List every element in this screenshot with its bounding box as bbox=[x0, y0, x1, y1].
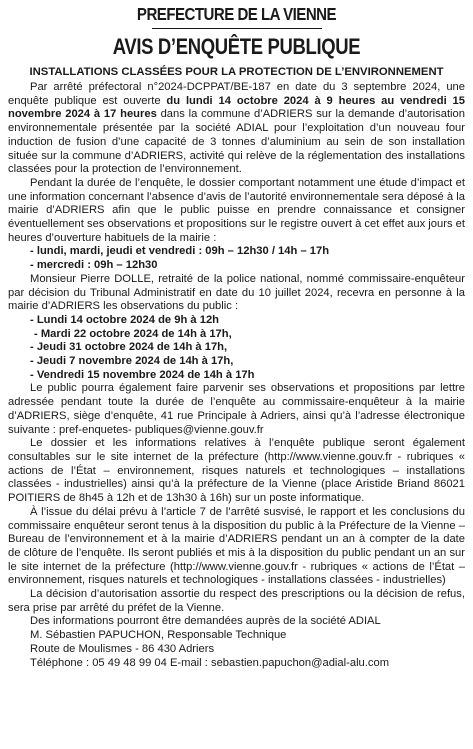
paragraph-decision: La décision d’autorisation assortie du respect des prescriptions ou la décision de refus, sera prise par arrêté du préfet de la Vienne. bbox=[8, 588, 465, 614]
prefecture-heading: PREFECTURE DE LA VIENNE bbox=[136, 4, 337, 24]
contact-line: M. Sébastien PAPUCHON, Responsable Technique bbox=[30, 629, 287, 642]
paragraph-letters: Le public pourra également faire parvenir ses observations et propositions par lettre adressée pendant toute la durée de l’enquête au commissaire-enquêteur à la mairie d’ADRIERS, siège d’enquête, 41 rue Principale à Adriers, ainsi qu’à l’adresse électronique suivante : pref-enquetes- publiques@vienne.gouv.fr bbox=[8, 382, 465, 436]
session-item: - Lundi 14 octobre 2024 de 9h à 12h bbox=[30, 313, 220, 326]
inquiry-dates: du lundi 14 octobre 2024 à 9 heures au vendredi 15 novembre 2024 à 17 heures bbox=[8, 94, 465, 121]
paragraph-report: À l’issue du délai prévu à l’article 7 de l’arrêté susvisé, le rapport et les conclusions du commissaire enquêteur seront tenus à la disposition du public à la Préfecture de la Vienne – Bureau de l’environnement et à la mairie d’ADRIERS pendant un an à compter de la date de clôture de l’enquête. Ils seront publiés et mis à la disposition du public pendant un an sur le site internet de la préfecture (http://www.vienne.gouv.fr - rubriques « actions de l’État – environnement, risques naturels et technologiques - installations classées - industrielles) bbox=[8, 505, 465, 587]
contact-line: Des informations pourront être demandées auprès de la société ADIAL bbox=[30, 615, 381, 628]
notice-title: AVIS D’ENQUÊTE PUBLIQUE bbox=[112, 34, 361, 59]
contact-line: Téléphone : 05 49 48 99 04 E-mail : sebastien.papuchon@adial-alu.com bbox=[30, 656, 390, 669]
opening-hours-item: - lundi, mardi, jeudi et vendredi : 09h – 12h30 / 14h – 17h bbox=[30, 245, 330, 258]
opening-hours-item: - mercredi : 09h – 12h30 bbox=[30, 259, 158, 272]
contact-line: Route de Moulismes - 86 430 Adriers bbox=[30, 642, 215, 655]
session-item: - Jeudi 31 octobre 2024 de 14h à 17h, bbox=[30, 341, 228, 354]
paragraph-dossier: Pendant la durée de l’enquête, le dossier comportant notamment une étude d’impact et une information concernant l’absence d’avis de l’autorité environnementale sera déposé à la mairie d’ADRIERS afin que le public puisse en prendre connaissance et consigner éventuellement ses observations et propositions sur le registre ouvert à cet effet aux jours et heures d’ouverture habituels de la mairie : bbox=[8, 176, 465, 244]
decree-text-c: dans la commune d’ADRIERS sur la demande d’autorisation environnementale présentée par la société ADIAL pour l’exploitation d’un nouveau four induction de fusion d’une capacité de 3 tonnes d’aluminium au sein de son installation située sur la commune d’ADRIERS, activité qui relève de la réglementation des installations classées pour la protection de l’environnement. bbox=[8, 108, 465, 176]
heading-divider bbox=[152, 28, 322, 29]
paragraph-decree bbox=[8, 81, 465, 177]
decree-text-a: Par arrêté préfectoral n°2024-DCPPAT/BE-187 en date du 3 septembre 2024, une enquête publique est ouverte bbox=[8, 81, 465, 107]
session-item: - Jeudi 7 novembre 2024 de 14h à 17h, bbox=[30, 355, 234, 368]
paragraph-website: Le dossier et les informations relatives à l’enquête publique seront également consultables sur le site internet de la préfecture (http://www.vienne.gouv.fr - rubriques « actions de l’État – environnement, risques naturels et technologiques – installations classées - industrielles) ainsi qu’à la préfecture de la Vienne (place Aristide Briand 86021 POITIERS de 8h45 à 12h et de 13h30 à 16h) sur un poste informatique. bbox=[8, 437, 465, 505]
session-item: - Mardi 22 octobre 2024 de 14h à 17h, bbox=[34, 327, 232, 340]
paragraph-commissioner: Monsieur Pierre DOLLE, retraité de la police national, nommé commissaire-enquêteur par décision du Tribunal Administratif en date du 10 juillet 2024, recevra en personne à la mairie d’ADRIERS les observations du public : bbox=[8, 272, 465, 313]
notice-subtitle: INSTALLATIONS CLASSÉES POUR LA PROTECTION DE L’ENVIRONNEMENT bbox=[29, 66, 444, 78]
session-item: - Vendredi 15 novembre 2024 de 14h à 17h bbox=[30, 368, 255, 381]
